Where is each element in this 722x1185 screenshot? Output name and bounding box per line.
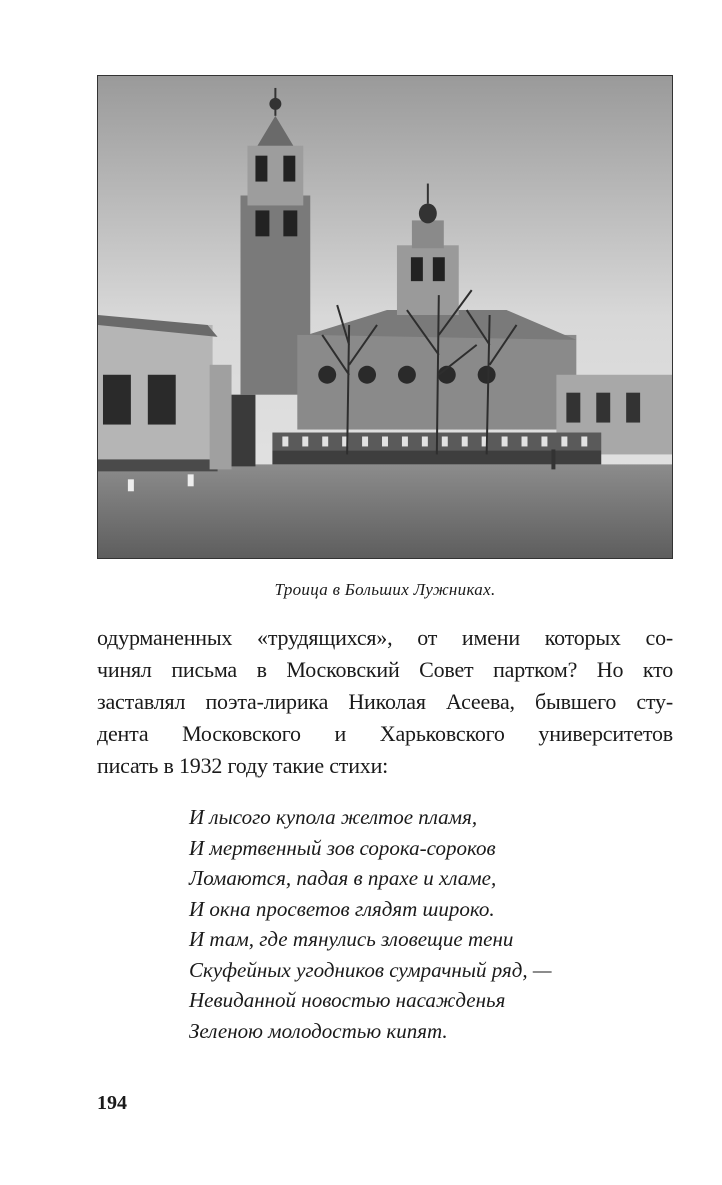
photo-caption: Троица в Больших Лужниках. — [274, 580, 496, 599]
poem-line: И лысого купола желтое пламя, — [189, 805, 478, 829]
poem-line: Скуфейных угодников сумрачный ряд, — — [189, 957, 552, 982]
body-text — [97, 622, 673, 782]
church-photo-illustration — [98, 76, 672, 558]
poem-line: И мертвенный зов сорока-сороков — [189, 835, 496, 860]
poem-line: Зеленою молодостью кипят. — [189, 1018, 448, 1043]
poem — [189, 802, 552, 1046]
body-text-line: дента Московского и Харьковского университетов — [97, 721, 673, 746]
poem-line: Ломаются, падая в прахе и хламе, — [189, 866, 497, 890]
church-photo — [97, 75, 673, 559]
page-number: 194 — [97, 1092, 127, 1114]
body-text-line: чинял письма в Московский Совет партком? Но кто — [97, 657, 673, 682]
body-text-line: заставлял поэта-лирика Николая Асеева, бывшего сту- — [97, 689, 673, 714]
poem-line: Невиданной новостью насажденья — [189, 988, 506, 1012]
body-text-line: одурманенных «трудящихся», от имени которых со- — [97, 625, 673, 650]
poem-line: И окна просветов глядят широко. — [189, 896, 495, 921]
poem-line: И там, где тянулись зловещие тени — [189, 927, 514, 951]
body-text-line: писать в 1932 году такие стихи: — [97, 753, 389, 778]
